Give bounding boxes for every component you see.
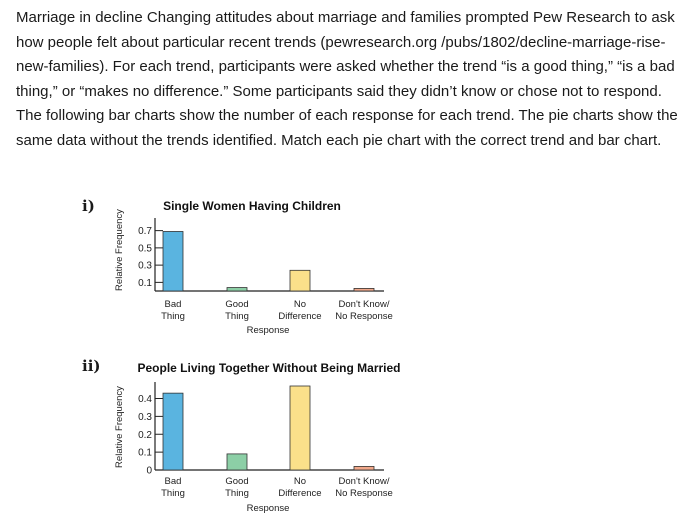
bar-0 [163,393,183,470]
y-tick-label: 0.7 [138,226,152,238]
y-tick-label: 0.3 [138,260,152,272]
category-label: No Response [335,311,393,322]
y-tick-label: 0.4 [138,394,152,406]
problem-text: Marriage in decline Changing attitudes about marriage and families prompted Pew Research to ask how people felt about particular recent trends (pewresearch.org /pubs/1802/decline-marriage-rise-new-families). For each trend, participants were asked whether the trend “is a good thing,” “is a bad thing,” or “makes no difference.” Some participants said they didn’t know or chose not to respond. The following bar charts show the number of each response for each trend. The pie charts show the same data without the trends identified. Match each pie chart with the correct trend and bar chart. [16,9,678,149]
bar-3 [354,466,374,470]
category-label: No Response [335,488,393,499]
bar-0 [163,231,183,291]
category-label: No [293,299,307,310]
chart-living-together [0,355,686,525]
category-label: Don't Know/ [338,476,390,487]
category-label: Difference [278,311,322,322]
bar-1 [227,454,247,470]
y-tick-label: 0 [146,465,152,477]
chart-2-label: ii) [82,357,101,375]
bar-1 [227,288,247,291]
category-label: Bad [164,299,182,310]
chart-1-label: i) [82,197,95,215]
chart-title: Single Women Having Children [163,199,341,213]
y-axis-label: Relative Frequency [114,386,125,468]
category-label: Difference [278,488,322,499]
category-label: Good [225,299,249,310]
y-tick-label: 0.1 [138,447,152,459]
y-tick-label: 0.3 [138,411,152,423]
category-label: Don't Know/ [338,299,390,310]
category-label: Thing [161,488,185,499]
y-tick-label: 0.2 [138,429,152,441]
bar-2 [290,270,310,291]
category-label: Thing [225,311,249,322]
bar-2 [290,386,310,470]
bar-3 [354,288,374,291]
x-axis-label: Response [246,503,290,514]
category-label: Thing [225,488,249,499]
category-label: No [293,476,307,487]
y-tick-label: 0.1 [138,277,152,289]
y-axis-label: Relative Frequency [114,209,125,291]
category-label: Thing [161,311,185,322]
category-label: Bad [164,476,182,487]
category-label: Good [225,476,249,487]
y-tick-label: 0.5 [138,243,152,255]
chart-single-women [0,190,686,350]
x-axis-label: Response [246,325,290,336]
chart-title: People Living Together Without Being Married [137,361,401,375]
